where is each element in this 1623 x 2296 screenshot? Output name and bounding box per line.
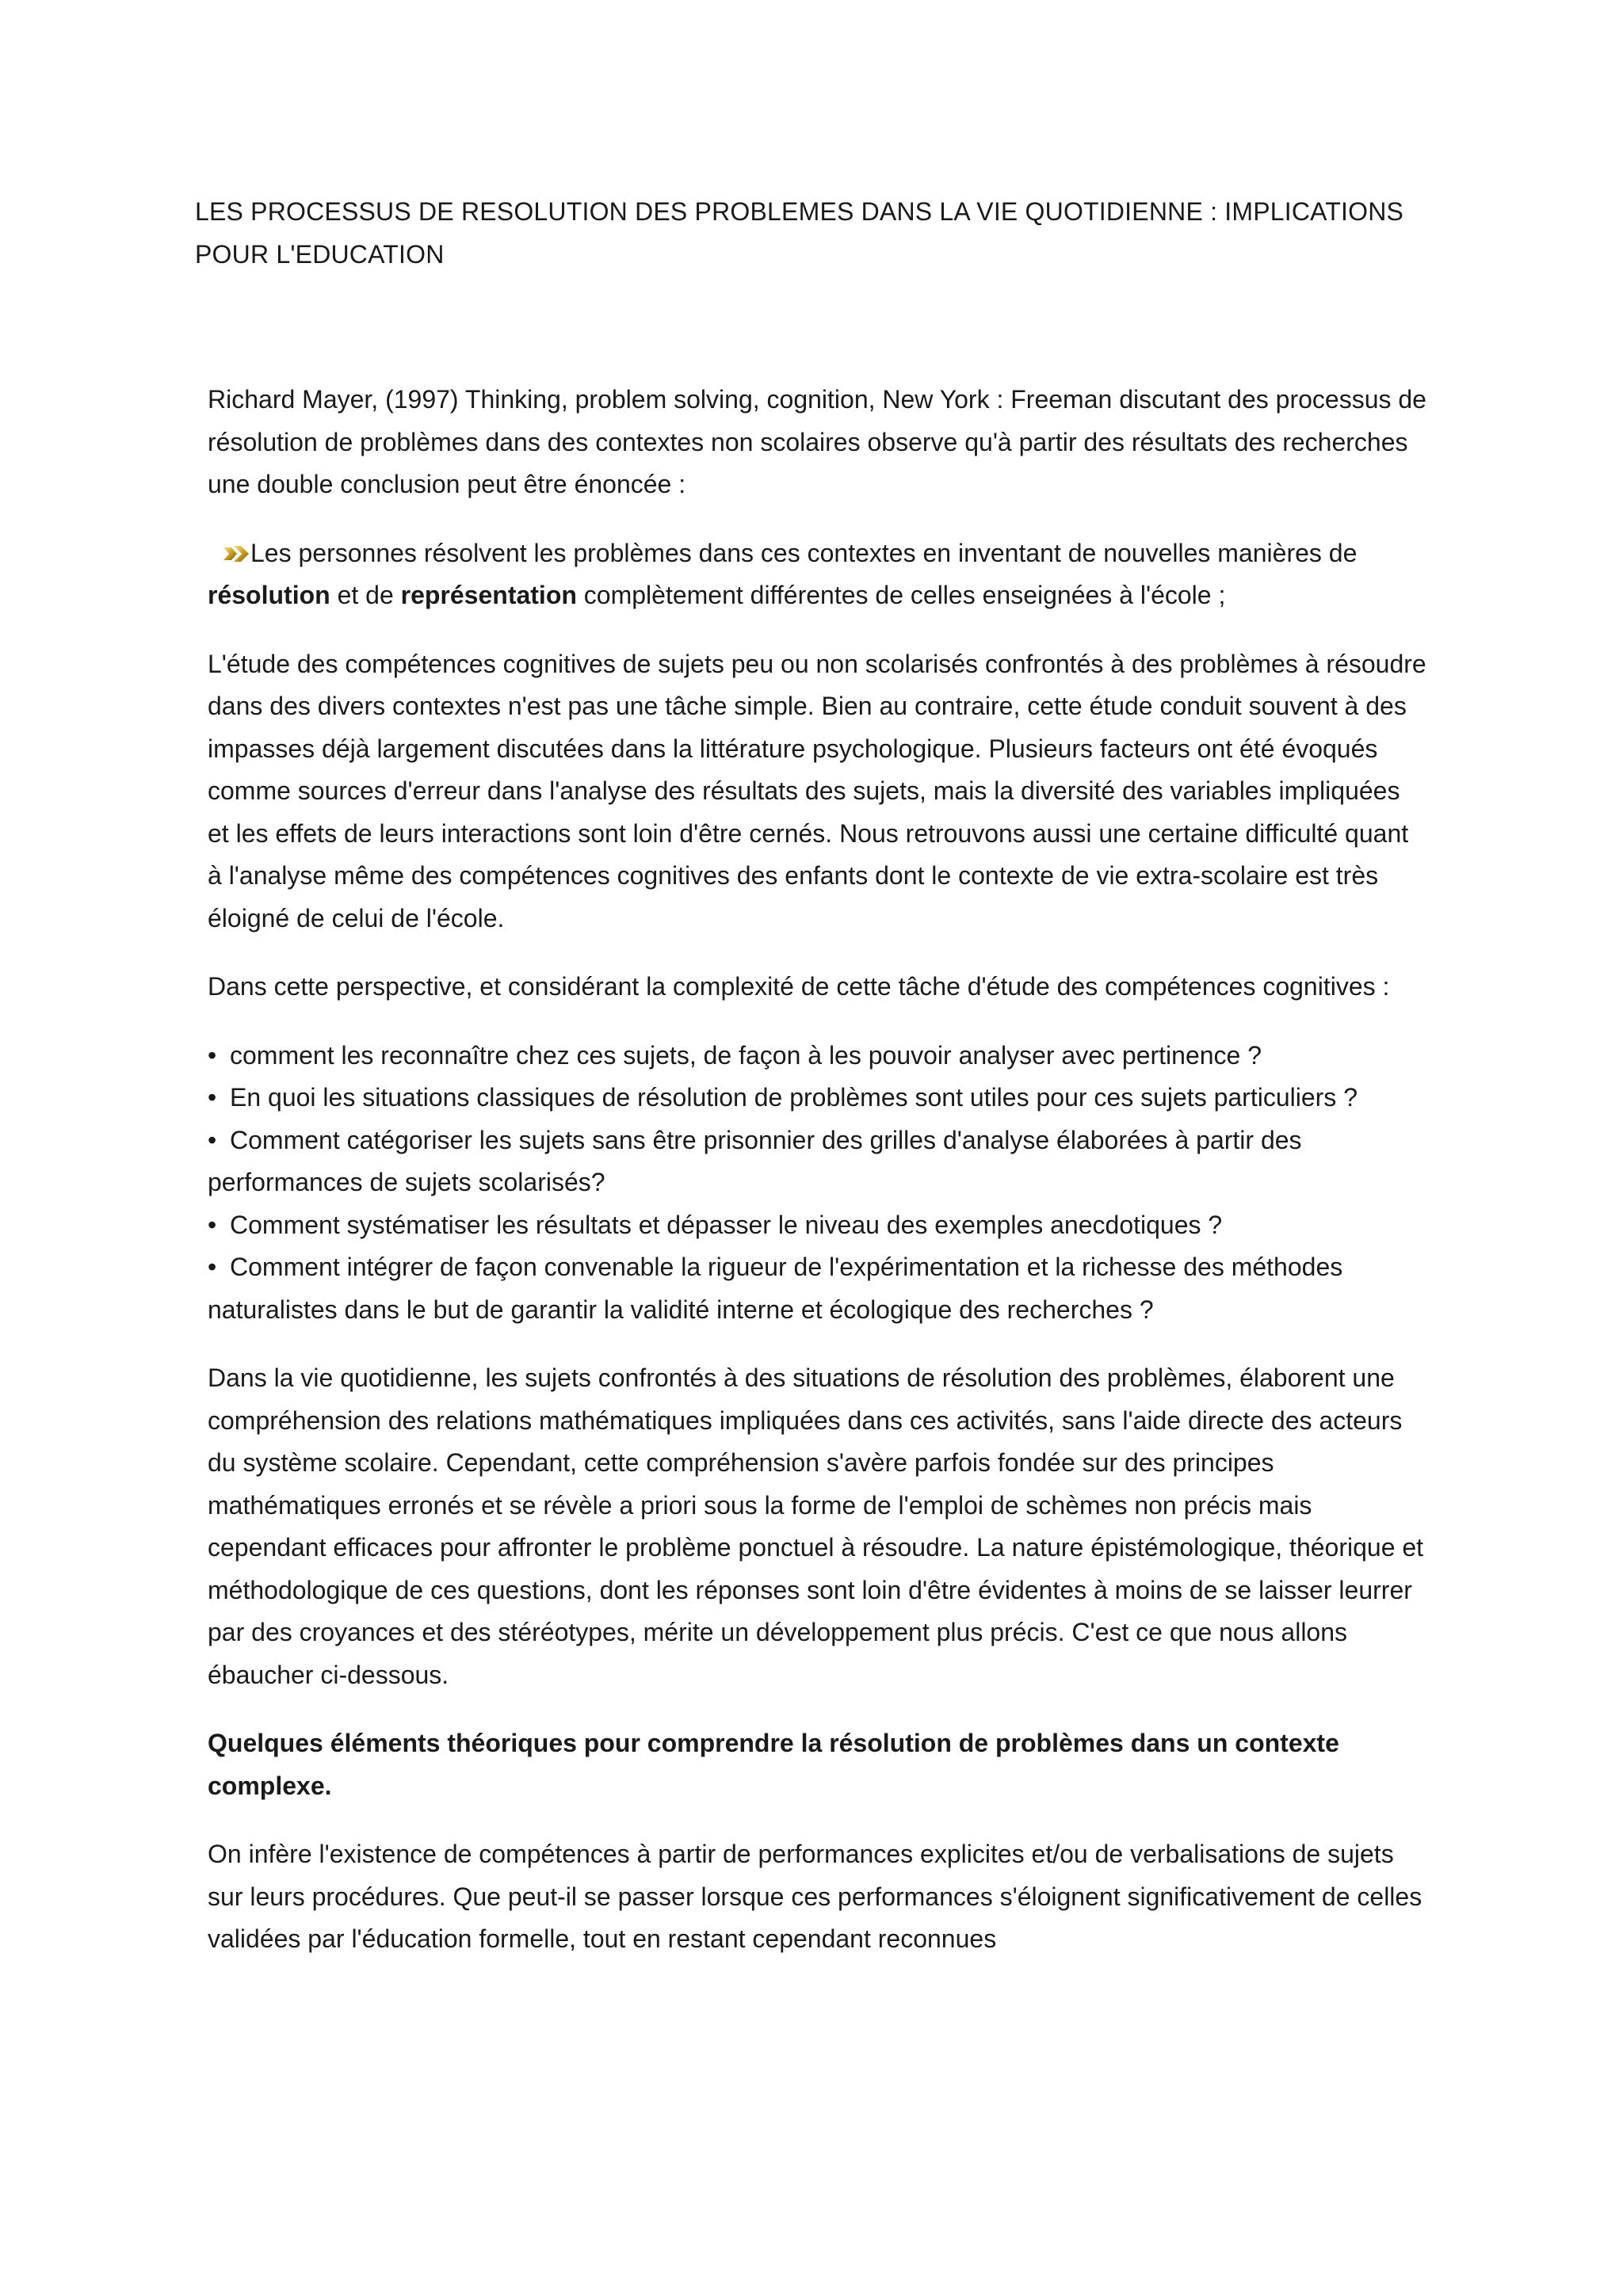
bullet-dot: • — [208, 1253, 217, 1281]
document-title: LES PROCESSUS DE RESOLUTION DES PROBLEMES DANS LA VIE QUOTIDIENNE : IMPLICATIONS POUR L'EDUCATION — [195, 197, 1404, 269]
arrow-item-bold-resolution: résolution — [208, 581, 330, 609]
question-text: En quoi les situations classiques de résolution de problèmes sont utiles pour ces sujets particuliers ? — [230, 1083, 1358, 1112]
inference-paragraph: On infère l'existence de compétences à partir de performances explicites et/ou de verbalisations de sujets sur leurs procédures. Que peut-il se passer lorsque ces performances s'éloignent significativement de celles validées par l'éducation formelle, tout en restant cependant reconnues — [208, 1840, 1423, 1953]
question-text: Comment intégrer de façon convenable la rigueur de l'expérimentation et la richesse des méthodes naturalistes dans le but de garantir la validité interne et écologique des recherches ? — [208, 1253, 1343, 1324]
bullet-dot: • — [208, 1040, 217, 1070]
question-text: Comment catégoriser les sujets sans être prisonnier des grilles d'analyse élaborées à partir des performances de sujets scolarisés? — [208, 1125, 1302, 1196]
question-item — [208, 1119, 1428, 1204]
question-item — [208, 1204, 1428, 1247]
daily-life-paragraph: Dans la vie quotidienne, les sujets confrontés à des situations de résolution des problèmes, élaborent une compréhension des relations mathématiques impliquées dans ces activités, sans l'aide directe des acteurs du système scolaire. Cependant, cette compréhension s'avère parfois fondée sur des principes mathématiques erronés et se révèle a priori sous la forme de l'emploi de schèmes non précis mais cependant efficaces pour affronter le problème ponctuel à résoudre. La nature épistémologique, théorique et méthodologique de ces questions, dont les réponses sont loin d'être évidentes à moins de se laisser leurrer par des croyances et des stéréotypes, mérite un développement plus précis. C'est ce que nous allons ébaucher ci-dessous. — [208, 1363, 1424, 1689]
arrow-list-item — [208, 532, 1428, 617]
section-heading: Quelques éléments théoriques pour comprendre la résolution de problèmes dans un contexte complexe. — [208, 1729, 1339, 1800]
question-text: Comment systématiser les résultats et dépasser le niveau des exemples anecdotiques ? — [230, 1210, 1223, 1239]
question-list — [208, 1035, 1428, 1332]
intro-paragraph: Richard Mayer, (1997) Thinking, problem solving, cognition, New York : Freeman discutant des processus de résolution de problèmes dans des contextes non scolaires observe qu'à partir des résultats des recherches une double conclusion peut être énoncée : — [208, 385, 1426, 498]
arrow-item-text-before: Les personnes résolvent les problèmes dans ces contextes en inventant de nouvelles manières de — [250, 538, 1358, 567]
bullet-dot: • — [208, 1125, 217, 1154]
question-item — [208, 1077, 1428, 1119]
perspective-paragraph: Dans cette perspective, et considérant la complexité de cette tâche d'étude des compétences cognitives : — [208, 972, 1390, 1001]
competences-paragraph: L'étude des compétences cognitives de sujets peu ou non scolarisés confrontés à des problèmes à résoudre dans des divers contextes n'est pas une tâche simple. Bien au contraire, cette étude conduit souvent à des impasses déjà largement discutées dans la littérature psychologique. Plusieurs facteurs ont été évoqués comme sources d'erreur dans l'analyse des résultats des sujets, mais la diversité des variables impliquées et les effets de leurs interactions sont loin d'être cernés. Nous retrouvons aussi une certaine difficulté quant à l'analyse même des compétences cognitives des enfants dont le contexte de vie extra-scolaire est très éloigné de celui de l'école. — [208, 649, 1426, 933]
arrow-item-text-after: complètement différentes de celles enseignées à l'école ; — [576, 581, 1226, 609]
arrow-item-text-middle: et de — [330, 581, 401, 609]
bullet-dot: • — [208, 1083, 217, 1112]
arrow-item-bold-representation: représentation — [400, 581, 577, 609]
question-item — [208, 1035, 1428, 1077]
bullet-dot: • — [208, 1210, 217, 1239]
question-text: comment les reconnaître chez ces sujets, de façon à les pouvoir analyser avec pertinence ? — [230, 1040, 1262, 1070]
arrow-bullet-icon — [223, 533, 250, 551]
document-body — [208, 379, 1428, 1987]
question-item — [208, 1246, 1428, 1331]
